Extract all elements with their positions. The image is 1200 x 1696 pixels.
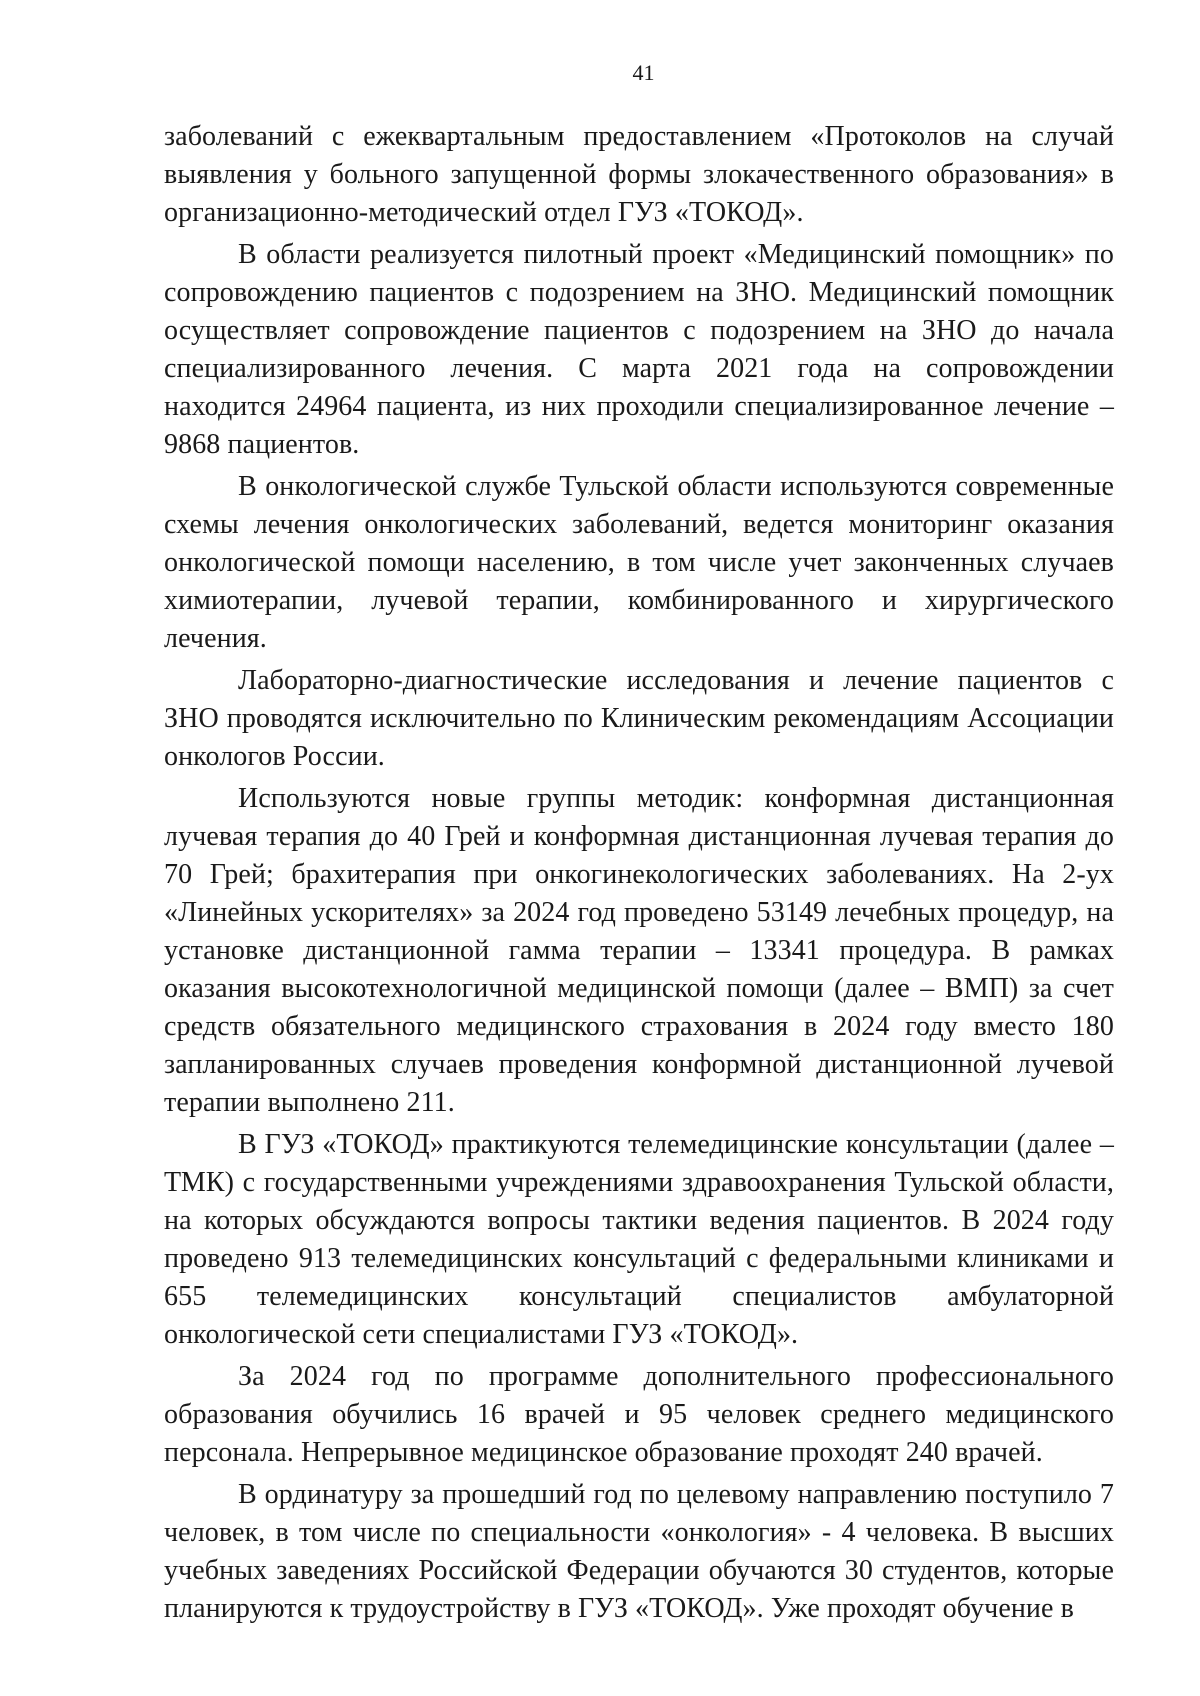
paragraph: Лабораторно-диагностические исследования и лечение пациентов с ЗНО проводятся исключительно по Клиническим рекомендациям Ассоциации онкологов России. xyxy=(164,665,1114,772)
document-body xyxy=(164,118,1114,1632)
page-number: 41 xyxy=(632,60,655,85)
paragraph: В онкологической службе Тульской области используются современные схемы лечения онкологических заболеваний, ведется мониторинг оказания онкологической помощи населению, в том числе учет законченных случаев химиотерапии, лучевой терапии, комбинированного и хирургического лечения. xyxy=(164,471,1114,654)
paragraph: За 2024 год по программе дополнительного профессионального образования обучились 16 врачей и 95 человек среднего медицинского персонала. Непрерывное медицинское образование проходят 240 врачей. xyxy=(164,1361,1114,1468)
paragraph: заболеваний с ежеквартальным предоставлением «Протоколов на случай выявления у больного запущенной формы злокачественного образования» в организационно-методический отдел ГУЗ «ТОКОД». xyxy=(164,121,1114,228)
paragraph: В ординатуру за прошедший год по целевому направлению поступило 7 человек, в том числе по специальности «онкология» - 4 человека. В высших учебных заведениях Российской Федерации обучаются 30 студентов, которые планируются к трудоустройству в ГУЗ «ТОКОД». Уже проходят обучение в xyxy=(164,1479,1114,1624)
paragraph: В ГУЗ «ТОКОД» практикуются телемедицинские консультации (далее – ТМК) с государственными учреждениями здравоохранения Тульской области, на которых обсуждаются вопросы тактики ведения пациентов. В 2024 году проведено 913 телемедицинских консультаций с федеральными клиниками и 655 телемедицинских консультаций специалистов амбулаторной онкологической сети специалистами ГУЗ «ТОКОД». xyxy=(164,1129,1114,1350)
paragraph: Используются новые группы методик: конформная дистанционная лучевая терапия до 40 Грей и конформная дистанционная лучевая терапия до 70 Грей; брахитерапия при онкогинекологических заболеваниях. На 2-ух «Линейных ускорителях» за 2024 год проведено 53149 лечебных процедур, на установке дистанционной гамма терапии – 13341 процедура. В рамках оказания высокотехнологичной медицинской помощи (далее – ВМП) за счет средств обязательного медицинского страхования в 2024 году вместо 180 запланированных случаев проведения конформной дистанционной лучевой терапии выполнено 211. xyxy=(164,783,1114,1118)
paragraph: В области реализуется пилотный проект «Медицинский помощник» по сопровождению пациентов с подозрением на ЗНО. Медицинский помощник осуществляет сопровождение пациентов с подозрением на ЗНО до начала специализированного лечения. С марта 2021 года на сопровождении находится 24964 пациента, из них проходили специализированное лечение – 9868 пациентов. xyxy=(164,239,1114,460)
